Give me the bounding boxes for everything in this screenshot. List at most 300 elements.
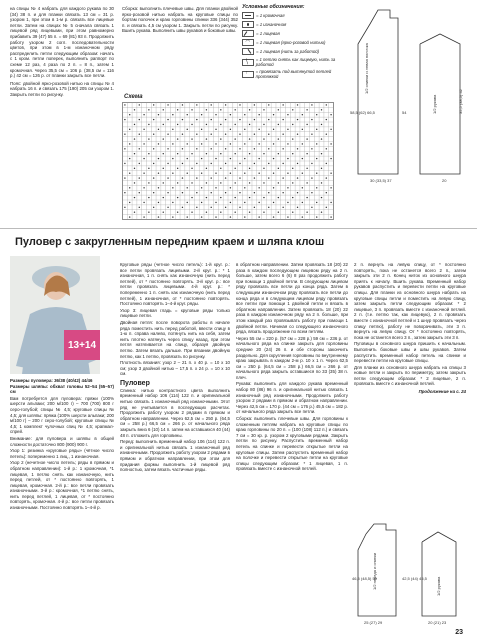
measure-b2: 42,5 (44) 45,5 [402, 576, 427, 581]
chart-stitch-mark [143, 202, 144, 203]
chart-stitch-mark [177, 124, 178, 125]
chart-stitch-mark [153, 177, 154, 178]
chart-stitch-mark [326, 133, 327, 134]
chart-stitch-mark [263, 197, 264, 198]
top-col2-p1: Сборка: выполнить плечевые швы. Для планки двойной ярко-розовой нитью набрать на круговые спицы по бортам полочек и краю горловины спинки 336 (344) 352 п. и связать 4,5 см узором 1. Закрыть петли по рисунку. Вшить рукава. Выполнить швы рукавов и боковые швы. [122, 6, 238, 34]
chart-stitch-mark [220, 124, 221, 125]
chart-stitch-mark [306, 124, 307, 125]
chart-stitch-mark [292, 153, 293, 154]
main-col3 [236, 262, 348, 472]
chart-stitch-mark [254, 133, 255, 134]
chart-stitch-mark [158, 172, 159, 173]
chart-stitch-mark [163, 182, 164, 183]
chart-stitch-mark [148, 182, 149, 183]
chart-stitch-mark [177, 211, 178, 212]
chart-stitch-mark [330, 172, 331, 173]
chart-stitch-mark [163, 153, 164, 154]
chart-stitch-mark [263, 109, 264, 110]
top-col1 [10, 6, 114, 98]
chart-stitch-mark [148, 197, 149, 198]
chart-stitch-mark [326, 163, 327, 164]
chart-stitch-mark [196, 192, 197, 193]
chart-stitch-mark [292, 124, 293, 125]
chart-stitch-mark [225, 119, 226, 120]
chart-stitch-mark [249, 168, 250, 169]
chart-stitch-mark [182, 148, 183, 149]
chart-stitch-mark [321, 182, 322, 183]
chart-stitch-mark [258, 172, 259, 173]
chart-stitch-mark [234, 109, 235, 110]
edge-stitch-symbol [242, 12, 254, 19]
chart-stitch-mark [254, 163, 255, 164]
chart-stitch-mark [273, 158, 274, 159]
chart-stitch-mark [143, 158, 144, 159]
chart-stitch-mark [139, 148, 140, 149]
chart-stitch-mark [167, 119, 168, 120]
chart-stitch-mark [206, 182, 207, 183]
knit-symbol [242, 30, 254, 37]
chart-stitch-mark [148, 168, 149, 169]
back-instructions: Спинка: нитью контрастного цвета выполнить временный набор 106 (114) 122 п. и оригинальной нитью связать 1 изнаночный ряд изнаночными. Этот ряд не учитывается в последующих расчетах. Продолжить работу узором 2 рядами в прямом и обратном направлении. Через 62,5 см = 250 р. (64,5 см = 258 р.) 66,5 см = 266 р. от начального ряда закрыть вниз 6 (10) 14 п. затем на оставшихся 40 (44) 48 п. отложить для горловины. [120, 387, 230, 438]
chart-stitch-mark [287, 114, 288, 115]
chart-stitch-mark [143, 129, 144, 130]
chart-stitch-mark [158, 187, 159, 188]
chart-stitch-mark [297, 133, 298, 134]
chart-stitch-mark [316, 143, 317, 144]
chart-stitch-mark [196, 148, 197, 149]
chart-stitch-mark [268, 192, 269, 193]
chart-stitch-mark [302, 172, 303, 173]
chart-stitch-mark [330, 216, 331, 217]
chart-stitch-mark [326, 104, 327, 105]
chart-stitch-mark [163, 124, 164, 125]
pattern-3: Узор 3: лицевая гладь = круговые ряды только лицевые петли. [120, 307, 230, 319]
chart-stitch-mark [187, 216, 188, 217]
chart-stitch-mark [191, 168, 192, 169]
chart-stitch-mark [206, 124, 207, 125]
chart-stitch-mark [167, 192, 168, 193]
chart-stitch-mark [254, 177, 255, 178]
chart-stitch-mark [292, 197, 293, 198]
chart-stitch-mark [316, 202, 317, 203]
chart-stitch-mark [134, 138, 135, 139]
chart-stitch-mark [244, 216, 245, 217]
chart-stitch-mark [196, 133, 197, 134]
chart-stitch-mark [196, 207, 197, 208]
chart-stitch-mark [258, 158, 259, 159]
chart-stitch-mark [268, 133, 269, 134]
chart-stitch-mark [278, 153, 279, 154]
chart-stitch-mark [206, 211, 207, 212]
chart-stitch-mark [316, 158, 317, 159]
measure-m4: 20 [442, 178, 447, 183]
chart-stitch-mark [278, 138, 279, 139]
double-stitch: Двойная петля: после поворота работы в начале ряда поместить нить перед работой, ввести спицу в 1-ю п. справа налево, потянуть нить на себя, затем нить плотно натянуть через спицу назад, при этом петля натягивается на спицу, образуя двойную петлю. Затем вязать дальше. При вязании двойную петлю, как 1 петлю, провязать по рисунку. [120, 319, 230, 359]
chart-stitch-mark [273, 172, 274, 173]
chart-stitch-mark [239, 133, 240, 134]
chart-stitch-mark [249, 124, 250, 125]
chart-stitch-mark [177, 138, 178, 139]
chart-stitch-mark [124, 148, 125, 149]
chart-stitch-mark [187, 187, 188, 188]
chart-stitch-mark [172, 129, 173, 130]
chart-stitch-mark [230, 114, 231, 115]
purl-symbol [242, 21, 254, 28]
chart-stitch-mark [311, 177, 312, 178]
chart-stitch-mark [196, 163, 197, 164]
chart-stitch-mark [187, 143, 188, 144]
chart-stitch-mark [158, 143, 159, 144]
chart-stitch-mark [292, 182, 293, 183]
chart-stitch-mark [239, 148, 240, 149]
chart-stitch-mark [234, 182, 235, 183]
chart-stitch-mark [134, 109, 135, 110]
chart-stitch-mark [211, 163, 212, 164]
chart-stitch-mark [158, 114, 159, 115]
chart-stitch-mark [258, 143, 259, 144]
attention-note: Внимание: для пуловера и шляпы в общей сложности достаточно 800 (900) 900 г. [10, 435, 114, 447]
neckline: Через 55 см = 220 р. (57 см = 228 р.) 59 см = 236 р. от начального ряда на спинке закрыть для горловины средние 20 (24) 26 п. и обе стороны закончить раздельно. Для скругления горловины по внутреннему краю закрывать в каждом 2-м р. 10 х 1 п. Через 62,5 см = 250 р. (64,5 см = 258 р.) 66,5 см = 266 р. от начального ряда закрыть оставшиеся по 33 (35) 38 п. плеч. [236, 335, 348, 380]
chart-stitch-mark [177, 168, 178, 169]
chart-stitch-mark [215, 202, 216, 203]
main-col1 [10, 378, 114, 511]
chart-stitch-mark [220, 109, 221, 110]
chart-stitch-mark [163, 138, 164, 139]
chart-stitch-mark [143, 172, 144, 173]
chart-stitch-mark [139, 192, 140, 193]
chart-stitch-mark [239, 104, 240, 105]
chart-stitch-mark [163, 211, 164, 212]
chart-stitch-mark [220, 197, 221, 198]
chart-stitch-mark [153, 192, 154, 193]
chart-stitch-mark [239, 192, 240, 193]
chart-stitch-mark [239, 163, 240, 164]
chart-stitch-mark [297, 192, 298, 193]
chart-stitch-mark [263, 138, 264, 139]
chart-stitch-mark [201, 187, 202, 188]
chart-stitch-mark [139, 104, 140, 105]
chart-stitch-mark [287, 158, 288, 159]
chart-stitch-mark [201, 143, 202, 144]
chart-stitch-mark [172, 143, 173, 144]
chart-stitch-mark [220, 168, 221, 169]
chart-stitch-mark [239, 119, 240, 120]
chart-stitch-mark [163, 109, 164, 110]
chart-stitch-mark [148, 138, 149, 139]
chart-stitch-mark [143, 187, 144, 188]
chart-stitch-mark [172, 187, 173, 188]
scheme-label: Схема [124, 94, 143, 100]
chart-stitch-mark [191, 197, 192, 198]
col4-p2: Пуговицы в основного шнура пришить к начальным. Выполнить боковые швы и швы рукавов. Затем распустить временный набор петель на спинке и перевести петли на круговые спицы. [354, 341, 466, 364]
measure-b4: 20 (21) 23 [428, 620, 447, 625]
chart-stitch-mark [244, 129, 245, 130]
chart-stitch-mark [287, 187, 288, 188]
chart-stitch-mark [230, 129, 231, 130]
chart-stitch-mark [139, 207, 140, 208]
chart-stitch-mark [239, 177, 240, 178]
chart-stitch-mark [326, 207, 327, 208]
chart-stitch-mark [282, 177, 283, 178]
chart-stitch-mark [148, 109, 149, 110]
chart-stitch-mark [201, 202, 202, 203]
chart-stitch-mark [124, 133, 125, 134]
chart-stitch-mark [220, 211, 221, 212]
materials: Вам потребуется для пуловера: пряжи (100% шерсти альпаки; 200 м/100 г) – 700 (700) 800 г серо-голубой; спицы № 4,5; круговые спицы № 4,5; для шляпы: пряжа (100% шерсти альпаки; 200 м/100 г) – 200 г серо-голубой; круговые спицы № 4,5; 1 комплект чулочных спиц № 4,5; крапмал-спрей. [10, 395, 114, 435]
chart-stitch-mark [124, 207, 125, 208]
chart-stitch-mark [211, 148, 212, 149]
chart-stitch-mark [321, 168, 322, 169]
chart-stitch-mark [234, 168, 235, 169]
stitch-chart [122, 102, 334, 220]
chart-stitch-mark [211, 177, 212, 178]
measure-b1: 46,5 (48,5) 50 [352, 576, 377, 581]
chart-stitch-mark [278, 168, 279, 169]
chart-stitch-mark [182, 192, 183, 193]
chart-stitch-mark [302, 202, 303, 203]
chart-stitch-mark [172, 202, 173, 203]
label-sleeve: 1/2 рукава [432, 94, 437, 114]
chart-stitch-mark [177, 182, 178, 183]
chart-stitch-mark [321, 138, 322, 139]
chart-stitch-mark [191, 138, 192, 139]
chart-stitch-mark [302, 143, 303, 144]
chart-stitch-mark [177, 153, 178, 154]
chart-stitch-mark [124, 177, 125, 178]
chart-stitch-mark [326, 148, 327, 149]
chart-stitch-mark [287, 143, 288, 144]
chart-stitch-mark [158, 202, 159, 203]
chart-stitch-mark [220, 153, 221, 154]
label-half-front: 1/2 переда и спинки [372, 552, 377, 590]
chart-stitch-mark [215, 114, 216, 115]
chart-stitch-mark [134, 197, 135, 198]
chart-stitch-mark [215, 216, 216, 217]
chart-stitch-mark [172, 158, 173, 159]
chart-stitch-mark [172, 216, 173, 217]
legend-row: = 1 лицевая (нить за работой) [242, 48, 352, 55]
chart-stitch-mark [287, 216, 288, 217]
chart-stitch-mark [153, 163, 154, 164]
chart-stitch-mark [316, 129, 317, 130]
chart-stitch-mark [196, 177, 197, 178]
chart-stitch-mark [326, 177, 327, 178]
chart-stitch-mark [225, 177, 226, 178]
chart-stitch-mark [191, 182, 192, 183]
chart-stitch-mark [153, 148, 154, 149]
chart-stitch-mark [306, 138, 307, 139]
chart-stitch-mark [330, 202, 331, 203]
chart-stitch-mark [230, 202, 231, 203]
chart-stitch-mark [230, 187, 231, 188]
chart-stitch-mark [134, 182, 135, 183]
chart-stitch-mark [182, 163, 183, 164]
chart-stitch-mark [268, 177, 269, 178]
chart-stitch-mark [196, 119, 197, 120]
main-col2 [120, 262, 230, 473]
chart-stitch-mark [311, 148, 312, 149]
chart-stitch-mark [191, 124, 192, 125]
chart-stitch-mark [153, 133, 154, 134]
chart-stitch-mark [153, 119, 154, 120]
chart-stitch-mark [220, 138, 221, 139]
chart-stitch-mark [239, 207, 240, 208]
chart-stitch-mark [134, 124, 135, 125]
measure-m3: 30 (33,5) 37 [370, 178, 392, 183]
legend-row: ╲ = 1 петлю снять как лицевую, нить за работой [242, 57, 352, 67]
chart-stitch-mark [254, 207, 255, 208]
chart-stitch-mark [182, 119, 183, 120]
chart-stitch-mark [263, 168, 264, 169]
chart-stitch-mark [139, 119, 140, 120]
legend-row: = 1 кромочная [242, 12, 352, 19]
chart-stitch-mark [330, 158, 331, 159]
chart-stitch-mark [172, 114, 173, 115]
chart-stitch-mark [254, 119, 255, 120]
chart-stitch-mark [201, 129, 202, 130]
chart-stitch-mark [191, 153, 192, 154]
chart-stitch-mark [230, 143, 231, 144]
chart-stitch-mark [191, 211, 192, 212]
chart-stitch-mark [225, 104, 226, 105]
chart-stitch-mark [268, 148, 269, 149]
chart-stitch-mark [268, 163, 269, 164]
chart-stitch-mark [230, 216, 231, 217]
chart-stitch-mark [258, 187, 259, 188]
chart-stitch-mark [158, 158, 159, 159]
chart-stitch-mark [306, 211, 307, 212]
chart-stitch-mark [282, 192, 283, 193]
chart-stitch-mark [302, 216, 303, 217]
chart-stitch-mark [163, 197, 164, 198]
chart-stitch-mark [306, 168, 307, 169]
chart-stitch-mark [187, 158, 188, 159]
measure-m5: 54 [402, 110, 407, 115]
chart-stitch-mark [244, 172, 245, 173]
top-col1-p1: на спицы № 4 набрать для каждого рукава по 30 (34) 38 п. и для планки связать 13 см = 31 р. узором 1, при этом в 1-м р. связать все лицевые петли. Затем на спицах № 5 сначала связать 1 лицевой ряд лицевыми, при этом равномерно прибавить 39 (47) 55 п. = 69 (81) 93 п. Продолжить работу узором 2 согл. последовательности цветов, при этом в 1-м изнаночном ряду распределить петли следующим образом: начать с 1 кром. петли поперек, выполнить раппорт по схеме 12 раз, 4 раза по 2 п. = 8 п., затем 1 кромочная. Через 35,5 см = 106 р. (38,5 см = 116 р.) 42 см = 126 р. от планки закрыть все петли. [10, 6, 114, 79]
chart-stitch-mark [297, 177, 298, 178]
col4-p3: Для планки из основного шнура набрать на спицы 3 новые петли и закрыть по периметру, затем закрыть петли следующим образом: * 2 лицевые, 2 п. провязать вместе с изнаночной петлей. [354, 364, 466, 387]
chart-stitch-mark [254, 148, 255, 149]
chart-stitch-mark [306, 109, 307, 110]
chart-stitch-mark [306, 153, 307, 154]
chart-stitch-mark [206, 168, 207, 169]
chart-stitch-mark [182, 177, 183, 178]
chart-stitch-mark [187, 202, 188, 203]
chart-stitch-mark [268, 119, 269, 120]
chart-stitch-mark [311, 207, 312, 208]
chart-stitch-mark [326, 192, 327, 193]
chart-stitch-mark [134, 211, 135, 212]
chart-stitch-mark [139, 163, 140, 164]
chart-stitch-mark [124, 119, 125, 120]
chart-stitch-mark [211, 119, 212, 120]
chart-stitch-mark [225, 192, 226, 193]
chart-stitch-mark [282, 133, 283, 134]
chart-stitch-mark [124, 163, 125, 164]
chart-stitch-mark [311, 192, 312, 193]
chart-stitch-mark [201, 114, 202, 115]
sleeves: Рукава: выполнить для каждого рукава временный набор 80 (86) 96 п. и оригинальной нитью связать 1 изнаночный ряд изнаночными. Продолжить работу узором 2 рядами в прямом и обратном направлении. Через 42,5 см = 170 р. (44 см = 176 р.) 45,5 см = 182 р. от начального ряда закрыть все петли. [236, 381, 348, 415]
chart-stitch-mark [321, 124, 322, 125]
chart-stitch-mark [321, 109, 322, 110]
legend-row: = 1 изнаночная [242, 21, 352, 28]
chart-stitch-mark [244, 114, 245, 115]
legend [242, 4, 352, 81]
chart-stitch-mark [201, 216, 202, 217]
chart-stitch-mark [263, 153, 264, 154]
chart-stitch-mark [220, 182, 221, 183]
label-sleeve-bottom: 1/2 рукава [436, 576, 441, 596]
chart-stitch-mark [177, 197, 178, 198]
chart-stitch-mark [282, 207, 283, 208]
chart-stitch-mark [297, 148, 298, 149]
chart-stitch-mark [153, 207, 154, 208]
round-rows: Круговые ряды (четное число петель): 1-й круг. р.: все петли провязать лицевыми. 2-й круг. р.: * 1 изнаночная, 1 п. снять как изнаночную (нить перед петлей), от * постоянно повторять. 3-й круг. р.: все петли провязать лицевыми. 4-й круг. р.: * попеременно 1 п. снять как изнаночную (нить перед петлей), 1 изнаночная, от * постоянно повторять. Постоянно повторять 1–4-й круг. ряды. [120, 262, 230, 307]
chart-stitch-mark [292, 168, 293, 169]
main-col4 [354, 262, 466, 395]
chart-stitch-mark [330, 143, 331, 144]
chart-stitch-mark [302, 158, 303, 159]
chart-stitch-mark [244, 158, 245, 159]
chart-stitch-mark [158, 129, 159, 130]
chart-stitch-mark [302, 129, 303, 130]
chart-stitch-mark [129, 187, 130, 188]
pullover-subhead: Пуловер [120, 379, 150, 387]
chart-stitch-mark [263, 211, 264, 212]
legend-row: = 1 лицевая [242, 30, 352, 37]
chart-stitch-mark [316, 172, 317, 173]
chart-stitch-mark [215, 172, 216, 173]
chart-stitch-mark [278, 182, 279, 183]
chart-stitch-mark [330, 187, 331, 188]
chart-stitch-mark [134, 153, 135, 154]
chart-stitch-mark [306, 197, 307, 198]
chart-stitch-mark [282, 163, 283, 164]
measure-b3: 25 (27) 29 [364, 620, 383, 625]
chart-stitch-mark [215, 129, 216, 130]
chart-stitch-mark [225, 207, 226, 208]
chart-stitch-mark [287, 202, 288, 203]
chart-stitch-mark [182, 104, 183, 105]
continuation-note: Продолжение на с. 24 [418, 389, 466, 395]
chart-stitch-mark [211, 104, 212, 105]
chart-stitch-mark [278, 124, 279, 125]
chart-stitch-mark [316, 216, 317, 217]
chart-stitch-mark [234, 153, 235, 154]
chart-stitch-mark [177, 109, 178, 110]
chart-stitch-mark [292, 138, 293, 139]
chart-stitch-mark [129, 216, 130, 217]
chart-stitch-mark [321, 153, 322, 154]
pattern-number-badge: 13+14 [64, 330, 100, 360]
legend-row: ◠ = 1 лицевая (ярко-розовой нитью) [242, 39, 352, 46]
front-instructions: Перед: выполнить временный набор 106 (114) 122 п. и оригинальной нитью связать 1 изнаночный ряд изнаночными. Продолжить работу узором 2 рядами в прямом и обратном направлении, при этом для придания формы выполнить 1-й лицевой ряд полностью, затем вязать частичные ряды. [120, 439, 230, 473]
chart-stitch-mark [230, 158, 231, 159]
chart-stitch-mark [306, 182, 307, 183]
chart-stitch-mark [129, 172, 130, 173]
chart-stitch-mark [182, 133, 183, 134]
chart-stitch-mark [167, 133, 168, 134]
legend-row: ↑ = провязать под вытянутой петлей протяжкой [242, 69, 352, 79]
chart-stitch-mark [234, 211, 235, 212]
chart-stitch-mark [206, 153, 207, 154]
chart-stitch-mark [244, 143, 245, 144]
front-cont: в обратном направлении. Затем провязать 18 (20) 22 раза в каждом последующем лицевом ряду на 2 п. больше, затем всего 6 (6) 8 раз продолжить работу при помощи 1 двойной петли. В следующем лицевом ряду провязать все петли до конца ряда. Затем в следующем изнаночном ряду провязать все петли до конца ряда и в следующем лицевом ряду провязать все петли при помощи 1 двойной петли и вязать в обратном направлении. Затем провязать 18 (20) 22 раза в каждом изнаночном ряду на 2 п. больше, при этом каждый раз провязывать работу при помощи 1 двойной петли. Начиная со следующего изнаночного ряда, вязать продолжение по всем петлям. [236, 262, 348, 335]
chart-stitch-mark [278, 197, 279, 198]
chart-stitch-mark [187, 129, 188, 130]
chart-stitch-mark [124, 192, 125, 193]
